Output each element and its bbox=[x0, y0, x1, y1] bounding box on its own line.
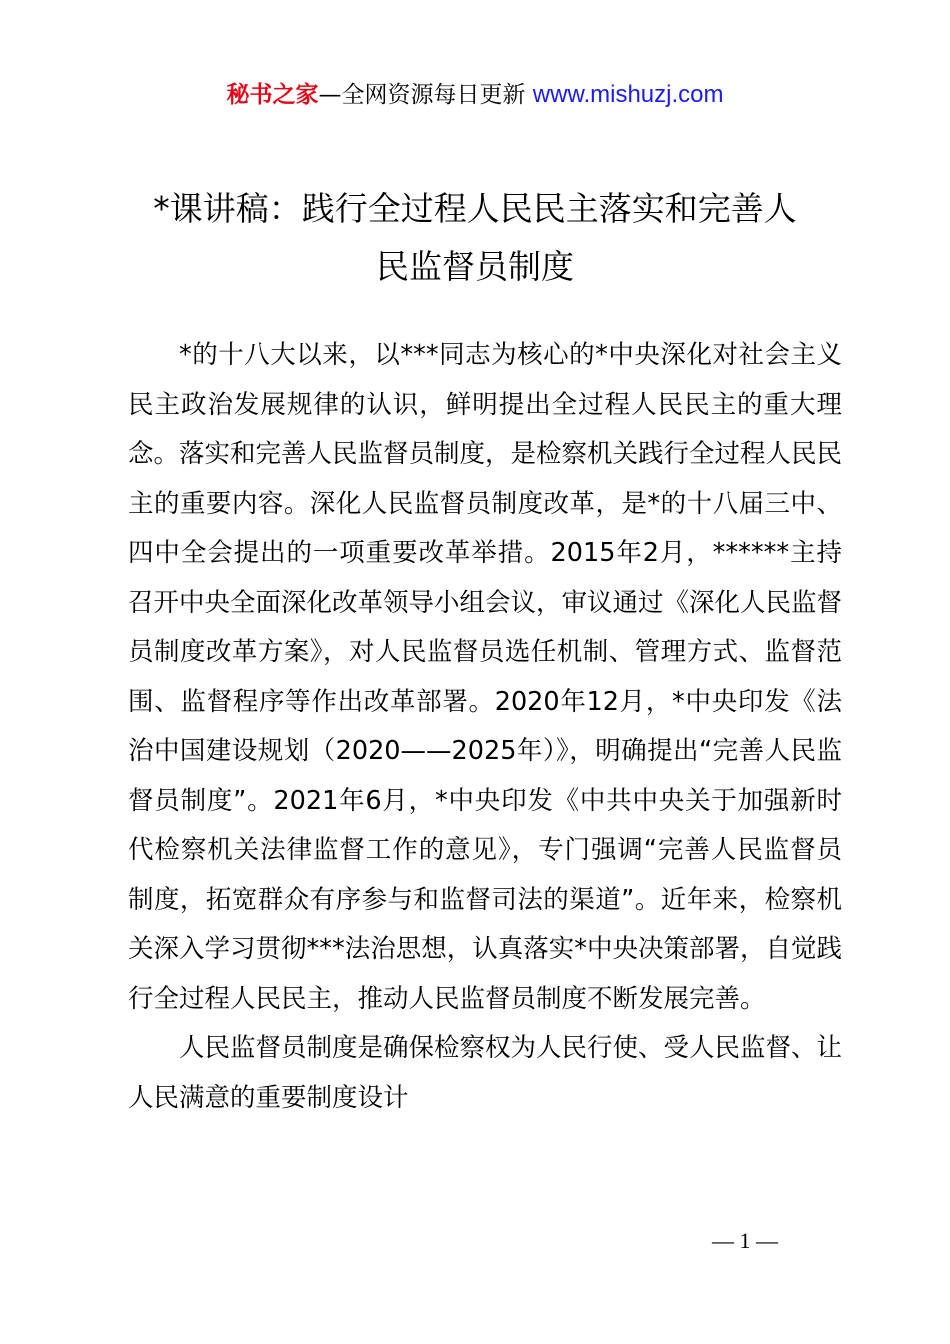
site-url-link[interactable]: www.mishuzj.com bbox=[532, 81, 724, 108]
document-title-line-2: 民监督员制度 bbox=[376, 247, 574, 286]
body-paragraph-1: *的十八大以来，以***同志为核心的*中央深化对社会主义民主政治发展规律的认识，鲜明提出全过程人民民主的重大理念。落实和完善人民监督员制度，是检察机关践行全过程人民民主的重要内容。深化人民监督员制度改革，是*的十八届三中、四中全会提出的一项重要改革举措。2015年2月，******主持召开中央全面深化改革领导小组会议，审议通过《深化人民监督员制度改革方案》，对人民监督员选任机制、管理方式、监督范围、监督程序等作出改革部署。2020年12月，*中央印发《法治中国建设规划（2020——2025年）》，明确提出“完善人民监督员制度”。2021年6月，*中央印发《中共中央关于加强新时代检察机关法律监督工作的意见》，专门强调“完善人民监督员制度，拓宽群众有序参与和监督司法的渠道”。近年来，检察机关深入学习贯彻***法治思想，认真落实*中央决策部署，自觉践行全过程人民民主，推动人民监督员制度不断发展完善。 bbox=[128, 340, 843, 1014]
body-paragraph-2: 人民监督员制度是确保检察权为人民行使、受人民监督、让人民满意的重要制度设计 bbox=[128, 1033, 843, 1113]
site-brand: 秘书之家 bbox=[226, 82, 319, 108]
site-header bbox=[0, 78, 950, 112]
page-number: — 1 — bbox=[712, 1228, 778, 1253]
document-title-line-1: *课讲稿：践行全过程人民民主落实和完善人 bbox=[153, 189, 797, 228]
site-slogan: —全网资源每日更新 bbox=[318, 82, 533, 108]
document-body bbox=[128, 331, 842, 1123]
document-title bbox=[110, 180, 840, 296]
